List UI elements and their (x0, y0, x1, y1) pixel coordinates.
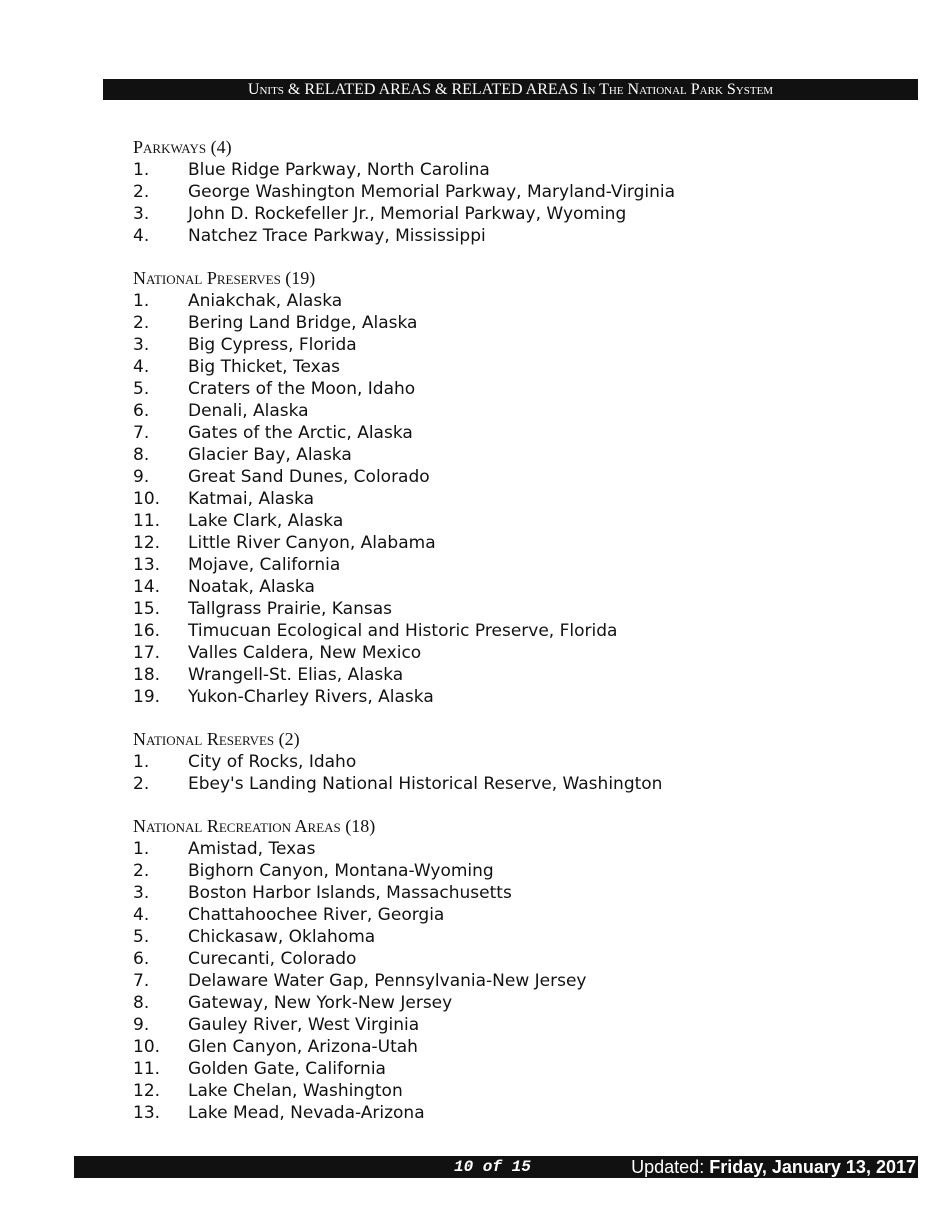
item-number: 4. (133, 226, 150, 246)
item-number: 2. (133, 182, 150, 202)
item-text: Golden Gate, California (188, 1059, 386, 1079)
item-number: 11. (133, 1059, 161, 1079)
item-text: Noatak, Alaska (188, 577, 315, 597)
list-item (133, 948, 923, 970)
item-number: 5. (133, 379, 150, 399)
list-item (133, 992, 923, 1014)
updated-stamp (631, 1156, 916, 1178)
item-text: Glacier Bay, Alaska (188, 445, 352, 465)
item-number: 6. (133, 949, 150, 969)
item-text: Yukon-Charley Rivers, Alaska (188, 687, 434, 707)
list-item (133, 290, 923, 312)
item-text: Lake Chelan, Washington (188, 1081, 403, 1101)
list-item (133, 356, 923, 378)
item-number: 9. (133, 467, 150, 487)
section-national-preserves (133, 266, 923, 708)
item-text: Lake Clark, Alaska (188, 511, 344, 531)
item-number: 8. (133, 445, 150, 465)
item-text: Curecanti, Colorado (188, 949, 357, 969)
list-item (133, 1014, 923, 1036)
list-item (133, 1036, 923, 1058)
item-text: Craters of the Moon, Idaho (188, 379, 416, 399)
section-heading: National Preserves (19) (133, 268, 316, 288)
item-number: 1. (133, 291, 150, 311)
item-text: Denali, Alaska (188, 401, 309, 421)
item-text: Bering Land Bridge, Alaska (188, 313, 418, 333)
section-national-reserves (133, 727, 923, 795)
item-number: 13. (133, 1103, 161, 1123)
item-text: Mojave, California (188, 555, 341, 575)
item-number: 3. (133, 883, 150, 903)
document-content (133, 135, 923, 1143)
list-item (133, 686, 923, 708)
list-item (133, 860, 923, 882)
list-item (133, 422, 923, 444)
list-item (133, 773, 923, 795)
item-text: Gauley River, West Virginia (188, 1015, 420, 1035)
item-number: 12. (133, 533, 161, 553)
section-national-recreation-areas (133, 814, 923, 1124)
list-item (133, 1080, 923, 1102)
item-text: Amistad, Texas (188, 839, 316, 859)
item-number: 12. (133, 1081, 161, 1101)
list-item (133, 1058, 923, 1080)
item-number: 10. (133, 1037, 161, 1057)
item-text: City of Rocks, Idaho (188, 752, 357, 772)
item-text: Wrangell-St. Elias, Alaska (188, 665, 404, 685)
updated-date: Friday, January 13, 2017 (709, 1157, 916, 1177)
item-text: Delaware Water Gap, Pennsylvania-New Jersey (188, 971, 587, 991)
item-text: Katmai, Alaska (188, 489, 315, 509)
page-header-bar (103, 79, 918, 100)
list-item (133, 510, 923, 532)
item-number: 10. (133, 489, 161, 509)
item-number: 4. (133, 905, 150, 925)
list-item (133, 225, 923, 247)
list-item (133, 554, 923, 576)
list-item (133, 576, 923, 598)
item-text: Glen Canyon, Arizona-Utah (188, 1037, 418, 1057)
item-text: John D. Rockefeller Jr., Memorial Parkway, Wyoming (188, 204, 627, 224)
item-text: Timucuan Ecological and Historic Preserve, Florida (188, 621, 618, 641)
item-number: 18. (133, 665, 161, 685)
item-number: 1. (133, 839, 150, 859)
item-text: Great Sand Dunes, Colorado (188, 467, 430, 487)
item-number: 2. (133, 313, 150, 333)
list-item (133, 203, 923, 225)
list-item (133, 532, 923, 554)
list-item (133, 904, 923, 926)
list-item (133, 970, 923, 992)
item-text: Big Thicket, Texas (188, 357, 340, 377)
page-footer-bar (74, 1156, 918, 1178)
item-text: Little River Canyon, Alabama (188, 533, 436, 553)
item-number: 9. (133, 1015, 150, 1035)
item-number: 19. (133, 687, 161, 707)
list-item (133, 334, 923, 356)
item-text: Bighorn Canyon, Montana-Wyoming (188, 861, 494, 881)
list-item (133, 838, 923, 860)
item-text: Lake Mead, Nevada-Arizona (188, 1103, 425, 1123)
list-item (133, 751, 923, 773)
list-item (133, 181, 923, 203)
list-item (133, 378, 923, 400)
list-item (133, 466, 923, 488)
item-number: 6. (133, 401, 150, 421)
item-number: 7. (133, 971, 150, 991)
item-number: 1. (133, 752, 150, 772)
section-heading: Parkways (4) (133, 137, 232, 157)
item-text: Valles Caldera, New Mexico (188, 643, 422, 663)
item-text: Blue Ridge Parkway, North Carolina (188, 160, 490, 180)
item-number: 2. (133, 774, 150, 794)
item-text: Natchez Trace Parkway, Mississippi (188, 226, 486, 246)
item-text: Chattahoochee River, Georgia (188, 905, 445, 925)
page-number: 10 of 15 (454, 1158, 531, 1176)
section-heading: National Reserves (2) (133, 729, 300, 749)
section-heading: National Recreation Areas (18) (133, 816, 376, 836)
list-item (133, 1102, 923, 1124)
list-item (133, 664, 923, 686)
item-number: 3. (133, 204, 150, 224)
item-text: Gates of the Arctic, Alaska (188, 423, 413, 443)
section-parkways (133, 135, 923, 247)
item-text: George Washington Memorial Parkway, Maryland-Virginia (188, 182, 676, 202)
updated-label: Updated: (631, 1157, 710, 1177)
item-text: Boston Harbor Islands, Massachusetts (188, 883, 512, 903)
item-number: 13. (133, 555, 161, 575)
item-text: Aniakchak, Alaska (188, 291, 343, 311)
item-number: 3. (133, 335, 150, 355)
list-item (133, 159, 923, 181)
item-text: Gateway, New York-New Jersey (188, 993, 453, 1013)
item-text: Tallgrass Prairie, Kansas (188, 599, 392, 619)
list-item (133, 926, 923, 948)
item-number: 16. (133, 621, 161, 641)
item-text: Chickasaw, Oklahoma (188, 927, 376, 947)
list-item (133, 642, 923, 664)
item-number: 14. (133, 577, 161, 597)
list-item (133, 444, 923, 466)
item-number: 5. (133, 927, 150, 947)
list-item (133, 620, 923, 642)
item-number: 7. (133, 423, 150, 443)
item-number: 17. (133, 643, 161, 663)
page-header-title: Units & RELATED AREAS & RELATED AREAS In The National Park System (247, 81, 774, 98)
item-number: 11. (133, 511, 161, 531)
item-number: 8. (133, 993, 150, 1013)
item-number: 1. (133, 160, 150, 180)
list-item (133, 312, 923, 334)
list-item (133, 882, 923, 904)
list-item (133, 400, 923, 422)
item-number: 4. (133, 357, 150, 377)
item-number: 15. (133, 599, 161, 619)
list-item (133, 598, 923, 620)
item-text: Ebey's Landing National Historical Reserve, Washington (188, 774, 663, 794)
list-item (133, 488, 923, 510)
item-text: Big Cypress, Florida (188, 335, 357, 355)
item-number: 2. (133, 861, 150, 881)
